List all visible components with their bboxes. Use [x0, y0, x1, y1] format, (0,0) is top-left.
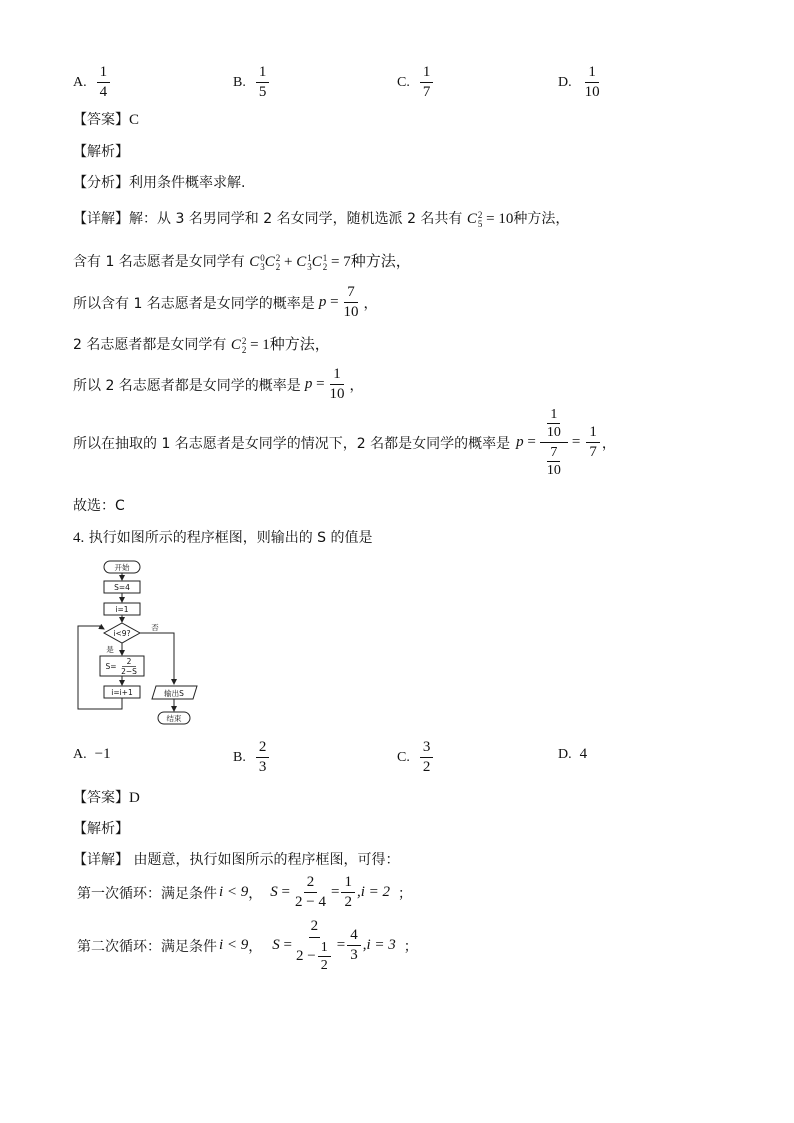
flow-s-init-label: S=4 [114, 583, 130, 592]
conclusion: 故选：C [73, 498, 125, 514]
flow-cond-label: i<9? [113, 629, 131, 638]
flow-assign-num: 2 [126, 657, 132, 666]
flow-assign-den: 2−S [121, 667, 137, 676]
option-c: C. $\frac{1}{7}$ [397, 64, 435, 101]
q4-analysis-tag: 【解析】 [73, 821, 129, 837]
q4-answer-line: 【答案】D [73, 790, 140, 806]
q4-option-c: C. $\frac{3}{2}$ [397, 739, 435, 776]
q4-option-d: D. 4 [558, 746, 588, 762]
detail-line-4: 2 名志愿者都是女同学有 C 2 2 = 1种方法， [73, 335, 330, 355]
flowchart [70, 558, 205, 730]
q4-detail-line: 【详解】 由题意，执行如图所示的程序框图，可得： [73, 852, 400, 868]
q4-option-a: A. −1 [73, 746, 111, 762]
answer-line: 【答案】C [73, 112, 140, 128]
detail-line-6: 所以在抽取的 1 名志愿者是女同学的情况下，2 名都是女同学的概率是 p = $\frac{\frac{1}{10}}{\frac{7}{10}}$ = $\frac{1}{7}$ ， [73, 407, 616, 478]
option-b: B. $\frac{1}{5}$ [233, 64, 271, 101]
detail-line-1: 【详解】解：从 3 名男同学和 2 名女同学，随机选派 2 名共有 C 2 5 = 10种方法， [73, 209, 570, 229]
q4-loop-1: 第一次循环：满足条件 i < 9 ， S = $\frac{2}{2 - 4}$ = $\frac{1}{2}$ , i = 2 ； [77, 874, 412, 910]
flow-start-label: 开始 [114, 563, 130, 572]
detail-line-2: 含有 1 名志愿者是女同学有 C 0 3 C 2 2 + C 1 3 C 1 2 = 7种方法， [73, 252, 411, 272]
option-a: A. $\frac{1}{4}$ [73, 64, 112, 101]
detail-line-3: 所以含有 1 名志愿者是女同学的概率是 p = $\frac{7}{10}$ ， [73, 284, 378, 320]
analysis-tag: 【解析】 [73, 144, 129, 160]
detail-line-5: 所以 2 名志愿者都是女同学的概率是 p = $\frac{1}{10}$ ， [73, 366, 364, 402]
q4-option-b: B. $\frac{2}{3}$ [233, 739, 271, 776]
q4-loop-2: 第二次循环：满足条件 i < 9 ， S = 2 2 − $\frac{1}{2}$ = $\frac{4}{3}$ , i = 3 ； [77, 918, 418, 973]
option-d: D. $\frac{1}{10}$ [558, 64, 600, 100]
flow-no-label: 否 [151, 623, 159, 632]
flow-yes-label: 是 [106, 645, 114, 654]
q4-stem: 4. 执行如图所示的程序框图，则输出的 S 的值是 [73, 530, 373, 546]
flow-incr-label: i=i+1 [111, 688, 133, 697]
flow-output-label: 输出S [164, 689, 184, 698]
flow-assign-lhs: S= [105, 662, 117, 671]
flow-i-init-label: i=1 [115, 605, 129, 614]
fenxi-line: 【分析】利用条件概率求解. [73, 175, 246, 191]
flow-end-label: 结束 [166, 714, 182, 723]
